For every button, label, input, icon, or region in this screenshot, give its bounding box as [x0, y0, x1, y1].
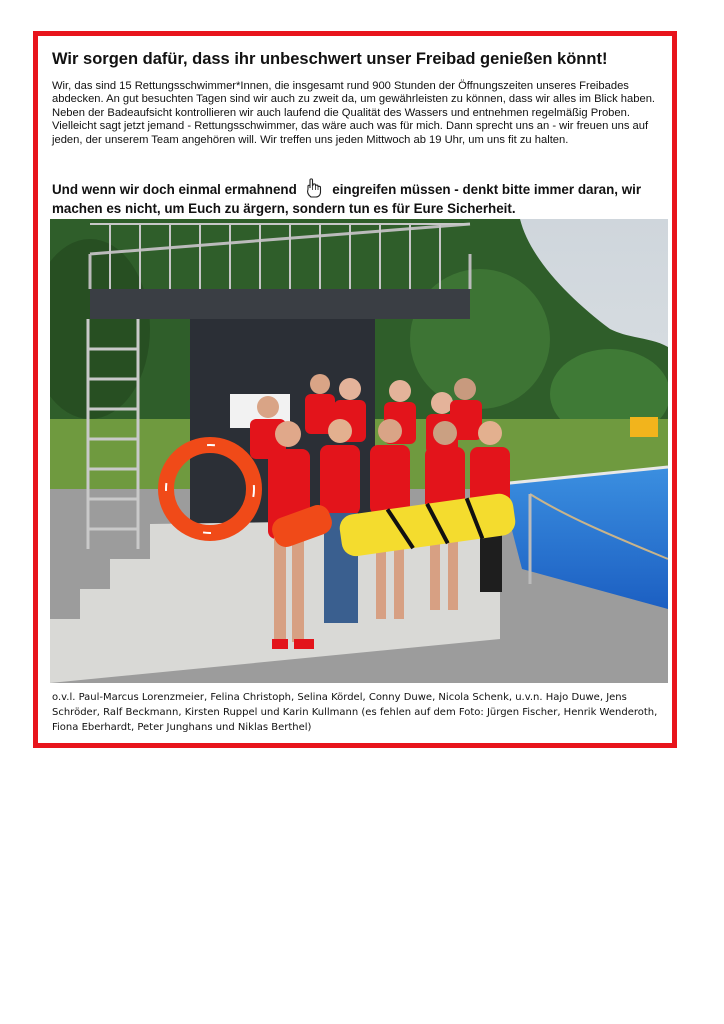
safety-notice [52, 177, 662, 218]
article-title: Wir sorgen dafür, dass ihr unbeschwert unser Freibad genießen könnt! [52, 50, 608, 68]
safety-notice-part2: eingreifen müssen - denkt bitte immer daran, wir machen es nicht, um Euch zu ärgern, sondern tun es für Eure Sicherheit. [52, 182, 642, 216]
pointing-hand-icon [305, 177, 325, 199]
photo-caption: o.v.l. Paul-Marcus Lorenzmeier, Felina Christoph, Selina Kördel, Conny Duwe, Nicola Schenk, u.v.n. Hajo Duwe, Jens Schröder, Ralf Beckmann, Kirsten Ruppel und Karin Kullmann (es fehlen auf dem Foto: Jürgen Fischer, Henrik Wenderoth, Fiona Eberhardt, Peter Junghans und Niklas Berthel) [52, 692, 658, 733]
safety-notice-part1: Und wenn wir doch einmal ermahnend [52, 182, 297, 197]
article-frame [33, 31, 677, 748]
article-body: Wir, das sind 15 Rettungsschwimmer*Innen, die insgesamt rund 900 Stunden der Öffnungszeiten unseres Freibades abdecken. An gut besuchten Tagen sind wir auch zu zweit da, um gewährleisten zu können, dass wir alles im Blick haben. Neben der Badeaufsicht kontrollieren wir auch laufend die Qualität des Wassers und entnehmen regelmäßig Proben. Vielleicht sagt jetzt jemand - Rettungsschwimmer, das wäre auch was für mich. Dann sprecht uns an - wir freuen uns auf jeden, der unserem Team angehören will. Wir treffen uns jeden Mittwoch ab 19 Uhr, um uns fit zu halten. [52, 80, 656, 146]
lifeguard-team-photo [50, 219, 668, 683]
